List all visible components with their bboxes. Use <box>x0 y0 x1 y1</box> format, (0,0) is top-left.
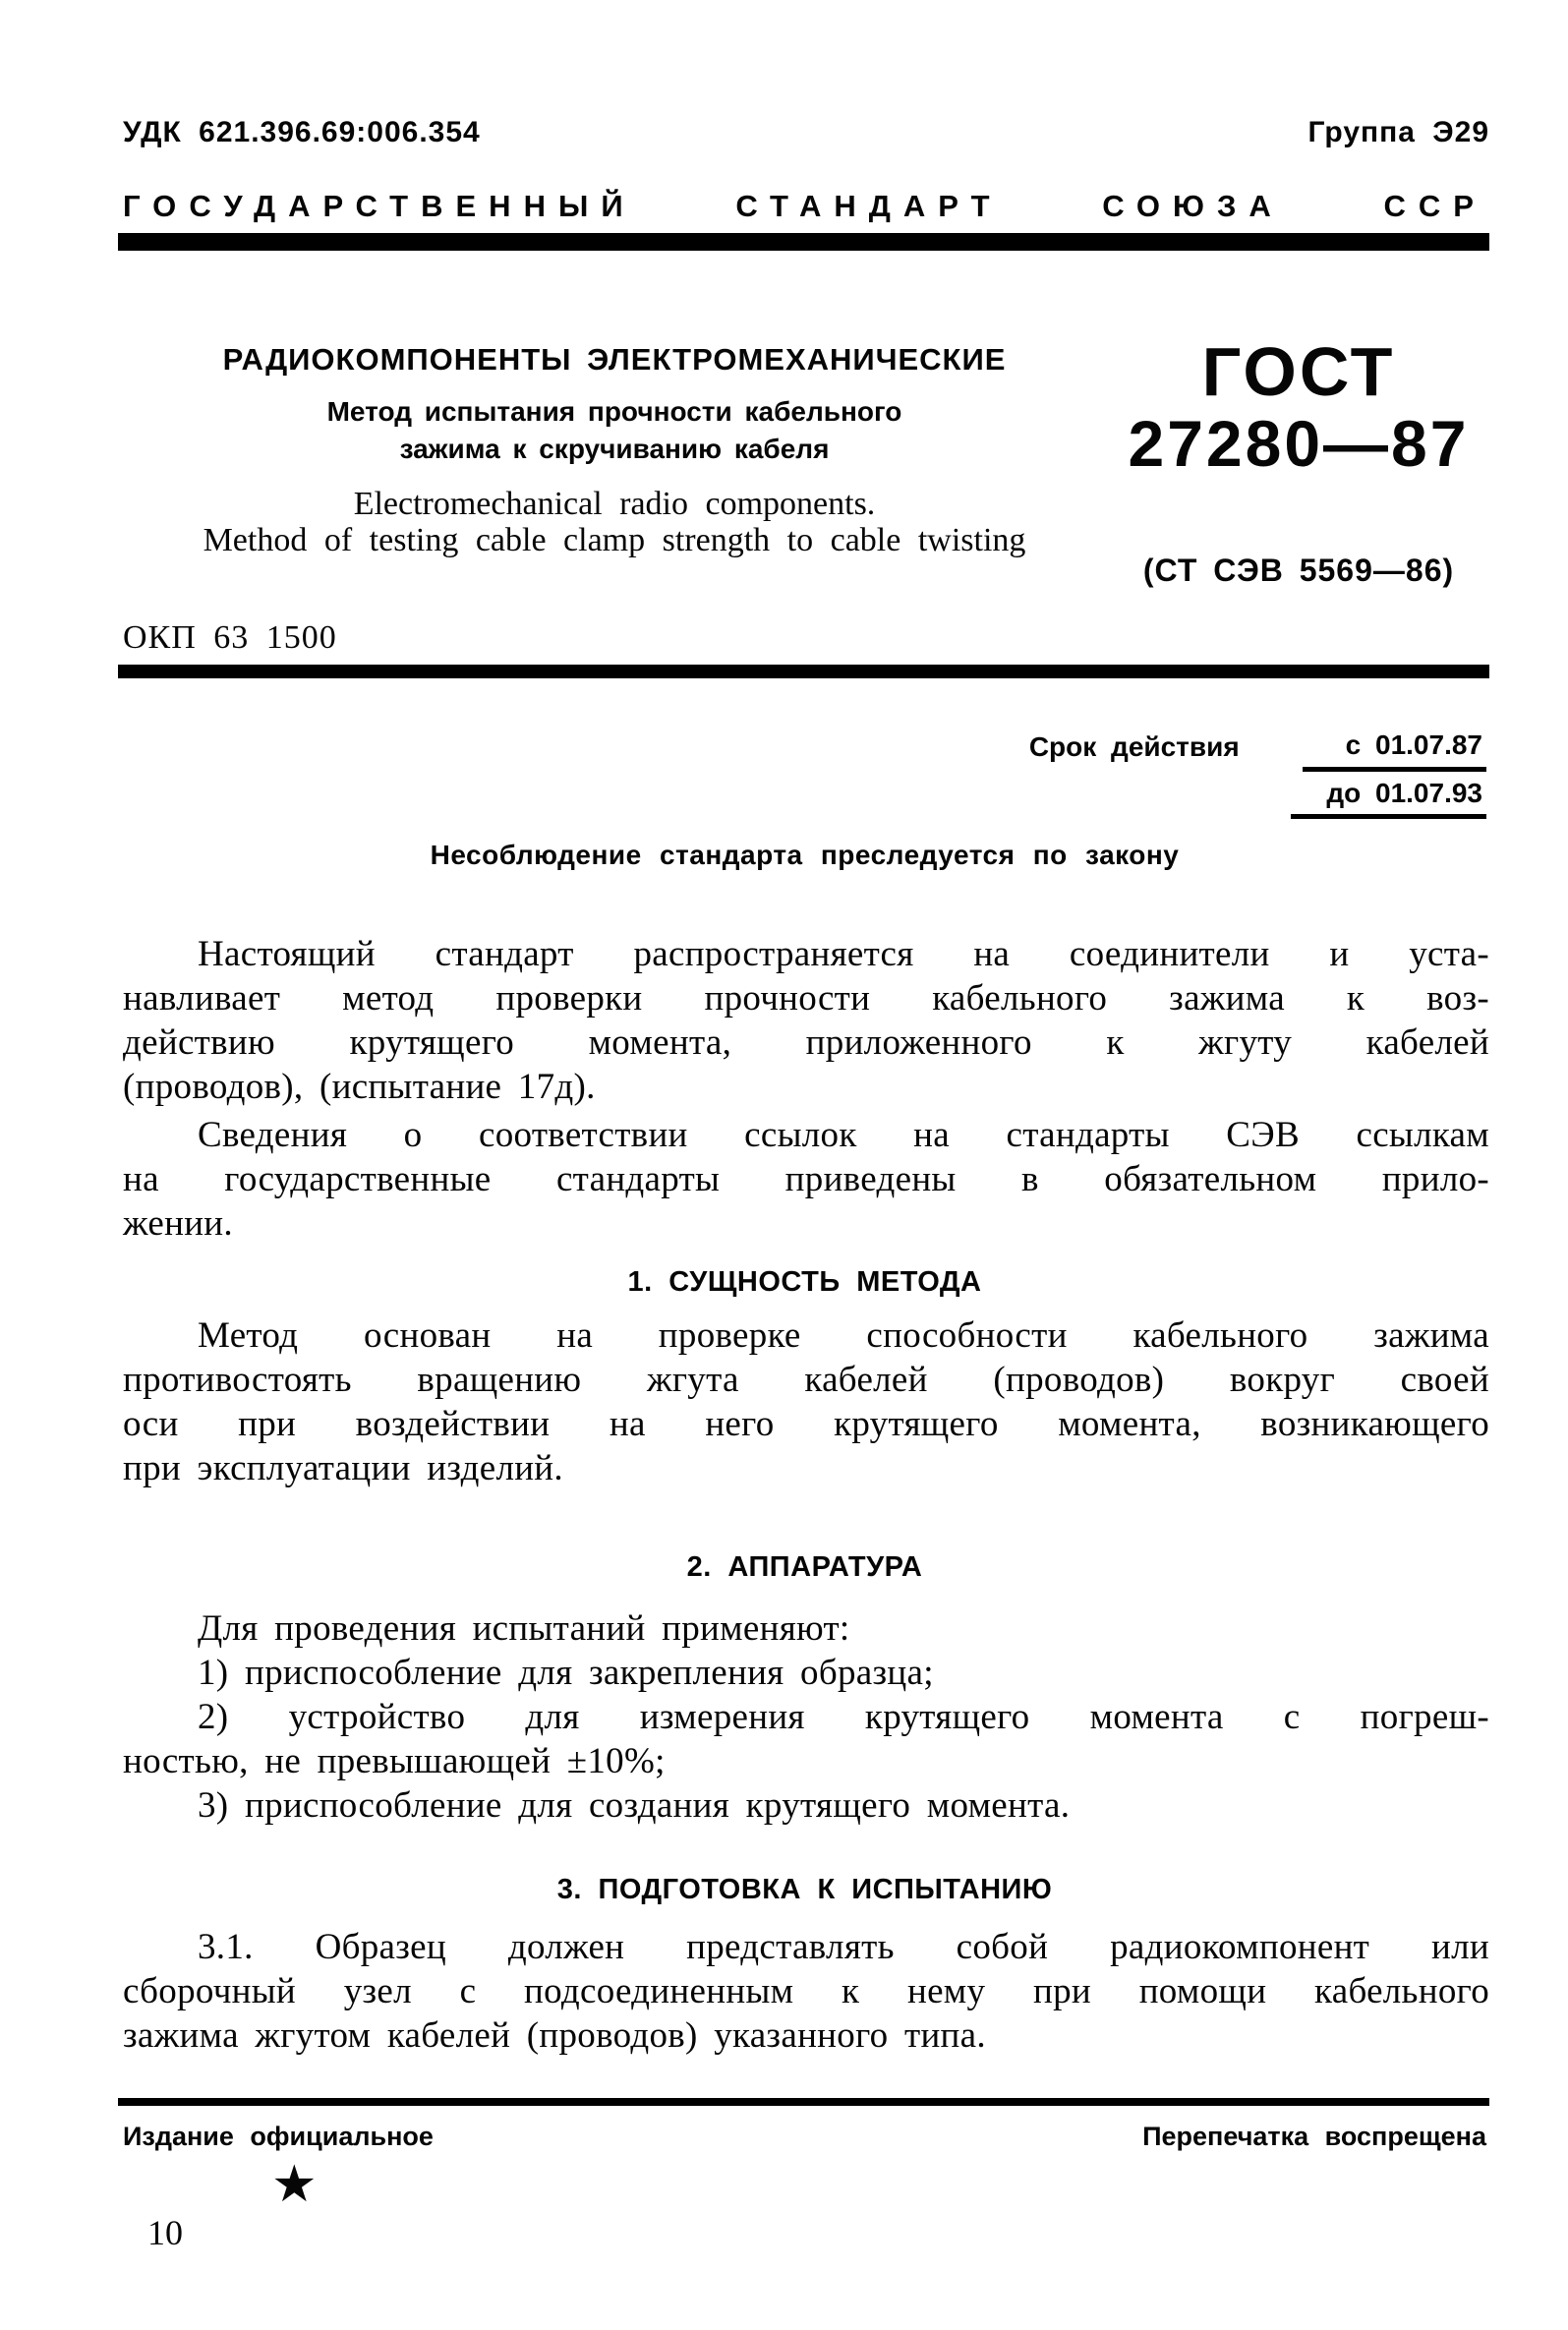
top-codes-row <box>123 116 1489 149</box>
validity-from-row <box>1029 729 1486 772</box>
validity-to-date: до 01.07.93 <box>1291 778 1486 819</box>
text-line: сборочный узел с подсоединенным к нему при помощи кабельного <box>123 1971 1489 2011</box>
text-line: действию крутящего момента, приложенного к жгуту кабелей <box>123 1022 1489 1063</box>
gost-label: ГОСТ <box>1201 333 1396 410</box>
gost-designation-block <box>1111 333 1486 589</box>
validity-from-date: с 01.07.87 <box>1303 729 1486 772</box>
divider-bar-top <box>118 233 1489 251</box>
section-2-heading: 2. АППАРАТУРА <box>686 1551 923 1583</box>
law-notice: Несоблюдение стандарта преследуется по закону <box>430 840 1180 870</box>
state-standard-header: ГОСУДАРСТВЕННЫЙ СТАНДАРТ СОЮЗА ССР <box>123 189 1486 223</box>
title-english-line2: Method of testing cable clamp strength to cable twisting <box>203 522 1026 558</box>
text-line: ностью, не превышающей ±10%; <box>123 1741 666 1781</box>
footer-row <box>123 2122 1486 2152</box>
text-line: Для проведения испытаний применяют: <box>198 1608 850 1649</box>
text-line: навливает метод проверки прочности кабельного зажима к воз- <box>123 978 1489 1019</box>
page-number: 10 <box>147 2213 183 2252</box>
text-line: на государственные стандарты приведены в обязательном прило- <box>123 1159 1489 1199</box>
star-icon: ★ <box>271 2155 318 2214</box>
text-line: противостоять вращению жгута кабелей (проводов) вокруг своей <box>123 1360 1489 1400</box>
validity-label: Срок действия <box>1028 731 1240 762</box>
text-line: жении. <box>123 1203 233 1244</box>
validity-block <box>1029 729 1486 809</box>
gost-number: 27280—87 <box>1128 407 1470 480</box>
text-line: Настоящий стандарт распространяется на соединители и уста- <box>198 934 1489 974</box>
validity-to-row <box>1291 778 1486 809</box>
okp-code: ОКП 63 1500 <box>123 619 337 656</box>
title-block <box>123 342 1106 558</box>
text-line: зажима жгутом кабелей (проводов) указанного типа. <box>123 2015 986 2056</box>
divider-bar-middle <box>118 665 1489 678</box>
st-sev-reference: (СТ СЭВ 5569—86) <box>1142 553 1455 588</box>
udk-code: УДК 621.396.69:006.354 <box>123 116 481 148</box>
section-1-paragraph <box>123 1313 1489 1490</box>
section-1-heading: 1. СУЩНОСТЬ МЕТОДА <box>627 1266 982 1298</box>
list-item: 3) приспособление для создания крутящего момента. <box>198 1785 1071 1826</box>
subtitle-russian-line2: зажима к скручиванию кабеля <box>399 434 830 464</box>
text-line: при эксплуатации изделий. <box>123 1448 563 1488</box>
group-code: Группа Э29 <box>1307 116 1489 148</box>
reprint-prohibited-label: Перепечатка воспрещена <box>1142 2122 1486 2151</box>
text-line: 3.1. Образец должен представлять собой радиокомпонент или <box>198 1927 1489 1967</box>
subtitle-russian-line1: Метод испытания прочности кабельного <box>326 396 902 427</box>
title-russian: РАДИОКОМПОНЕНТЫ ЭЛЕКТРОМЕХАНИЧЕСКИЕ <box>222 342 1007 377</box>
text-line: Метод основан на проверке способности кабельного зажима <box>198 1315 1489 1356</box>
section-2-list <box>123 1606 1489 1828</box>
text-line: (проводов), (испытание 17д). <box>123 1067 596 1107</box>
section-3-heading: 3. ПОДГОТОВКА К ИСПЫТАНИЮ <box>556 1874 1053 1905</box>
footer-rule <box>118 2098 1489 2106</box>
text-line: Сведения о соответствии ссылок на стандарты СЭВ ссылкам <box>198 1115 1489 1155</box>
list-item: 2) устройство для измерения крутящего момента с погреш- <box>198 1697 1489 1737</box>
section-3-paragraph <box>123 1925 1489 2058</box>
text-line: оси при воздействии на него крутящего момента, возникающего <box>123 1404 1489 1444</box>
title-english-line1: Electromechanical radio components. <box>353 486 876 522</box>
list-item: 1) приспособление для закрепления образца; <box>198 1653 934 1693</box>
intro-paragraph-2 <box>123 1113 1489 1246</box>
intro-paragraph-1 <box>123 932 1489 1109</box>
official-edition-label: Издание официальное <box>123 2122 434 2151</box>
